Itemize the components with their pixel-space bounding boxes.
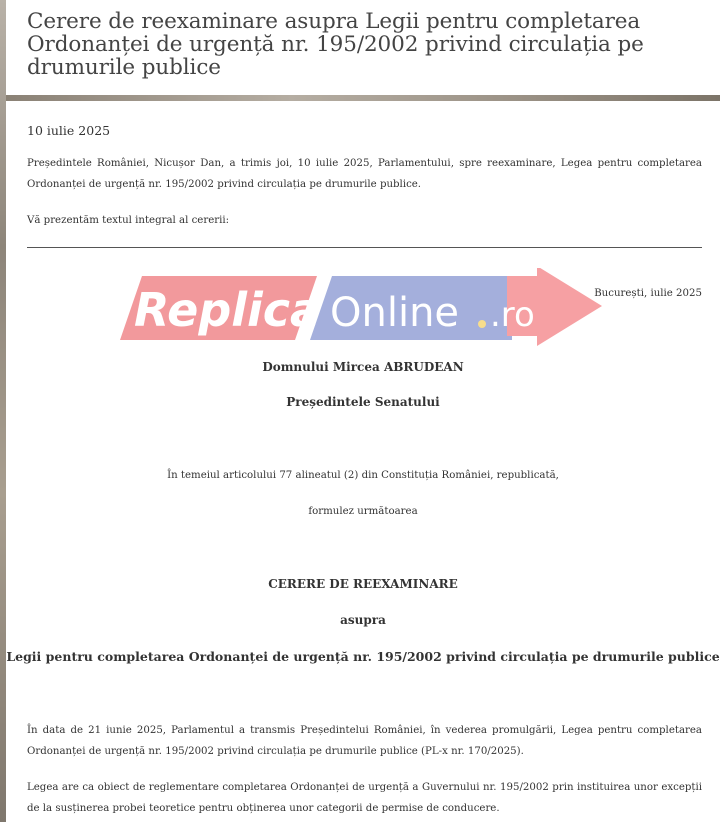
watermark-brand-tld: .ro [490,295,535,335]
replica-online-watermark [112,268,602,348]
letter-place-date: București, iulie 2025 [594,288,702,299]
watermark-brand-part1: Replica [134,283,322,337]
letter-formulez: formulez următoarea [308,506,418,517]
article-content [6,101,720,822]
letter-heading-asupra: asupra [340,613,386,627]
letter-paragraph-2: Legea are ca obiect de reglementare completarea Ordonanței de urgență a Guvernului nr. 195/2002 prin instituirea unor excepții de la susținerea probei teoretice pentru obținerea unor categorii de permise de conducere. [27,782,702,814]
letter-addressee-name: Domnului Mircea ABRUDEAN [262,360,464,374]
letter-addressee-role: Președintele Senatului [286,395,440,409]
article-header [6,0,720,95]
page-title: Cerere de reexaminare asupra Legii pentru completarea Ordonanței de urgență nr. 195/2002 privind circulația pe drumurile publice [27,9,644,80]
intro-paragraph: Președintele României, Nicușor Dan, a trimis joi, 10 iulie 2025, Parlamentului, spre reexaminare, Legea pentru completarea Ordonanței de urgență nr. 195/2002 privind circulația pe drumurile publice. [27,158,702,190]
watermark-dot-icon [478,320,486,328]
letter-heading-lege: Legii pentru completarea Ordonanței de urgență nr. 195/2002 privind circulația pe drumurile publice [6,649,720,664]
article-date: 10 iulie 2025 [27,123,111,138]
lead-paragraph: Vă prezentăm textul integral al cererii: [27,215,230,226]
letter-paragraph-1: În data de 21 iunie 2025, Parlamentul a transmis Președintelui României, în vederea promulgării, Legea pentru completarea Ordonanței de urgență nr. 195/2002 privind circulația pe drumurile publice (PL-x nr. 170/2025). [27,725,702,757]
letter-legal-basis: În temeiul articolului 77 alineatul (2) din Constituția României, republicată, [167,470,559,481]
horizontal-rule [27,247,702,248]
watermark-brand-part2: Online [330,290,460,336]
letter-heading-cerere: CERERE DE REEXAMINARE [268,577,458,591]
